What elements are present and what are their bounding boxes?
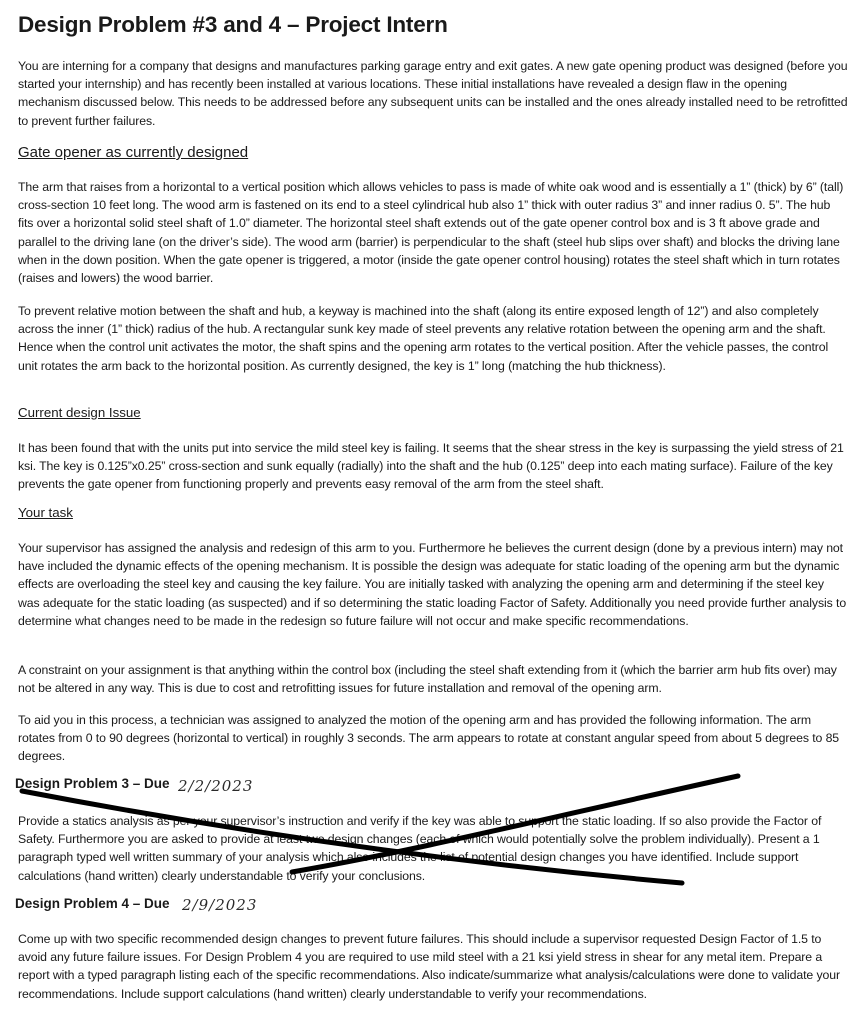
- design-issue-heading: Current design Issue: [18, 405, 141, 420]
- page-title: Design Problem #3 and 4 – Project Intern: [18, 12, 448, 37]
- design-problem-4-heading: Design Problem 4 – Due: [15, 896, 170, 911]
- your-task-paragraph-3: To aid you in this process, a technician was assigned to analyzed the motion of the opening arm and has provided the following information. The arm rotates from 0 to 90 degrees (horizontal to vertical) in roughly 3 seconds. The arm appears to rotate at constant angular speed from about 5 degrees to 85 degrees.: [18, 713, 840, 764]
- intro-paragraph: You are interning for a company that designs and manufactures parking garage entry and exit gates. A new gate opening product was designed (before you started your internship) and has recently been installed at various locations. These initial installations have revealed a design flaw in the opening mechanism discussed below. This needs to be addressed before any subsequent units can be installed and the ones already installed need to be retrofitted to prevent further failures.: [18, 59, 848, 128]
- dp3-handwritten-due-date: 2/2/2023: [178, 777, 254, 795]
- gate-opener-heading: Gate opener as currently designed: [18, 144, 249, 161]
- your-task-heading: Your task: [18, 505, 73, 520]
- your-task-paragraph-2: A constraint on your assignment is that anything within the control box (including the steel shaft extending from it (which the barrier arm hub fits over) may not be altered in any way. This is due to cost and retrofitting issues for future installation and removal of the opening arm.: [18, 663, 837, 696]
- design-problem-3-heading: Design Problem 3 – Due: [15, 776, 170, 791]
- design-problem-3-paragraph: Provide a statics analysis as per your supervisor’s instruction and verify if the key was able to support the static loading. If so also provide the Factor of Safety. Furthermore you are asked to provide at least two design changes (each of which would potentially solve the problem individually). Present a 1 paragraph typed well written summary of your analysis which also includes the list of potential design changes you have identified. Include support calculations (hand written) clearly understandable to verify your conclusions.: [18, 814, 822, 883]
- gate-opener-paragraph-2: To prevent relative motion between the shaft and hub, a keyway is machined into the shaft (along its entire exposed length of 12”) and also completely across the inner (1” thick) radius of the hub. A rectangular sunk key made of steel prevents any relative rotation between the opening arm and the shaft. Hence when the control unit activates the motor, the shaft spins and the opening arm rotates to the vertical position. After the vehicle passes, the control unit rotates the arm back to the horizontal position. As currently designed, the key is 1” long (matching the hub thickness).: [18, 304, 829, 373]
- gate-opener-paragraph-1: The arm that raises from a horizontal to a vertical position which allows vehicles to pass is made of white oak wood and is essentially a 1” (thick) by 6” (tall) cross-section 10 feet long. The wood arm is fastened on its end to a steel cylindrical hub also 1” thick with outer radius 3” and inner radius 0. 5”. The hub fits over a horizontal solid steel shaft of 1.0” diameter. The horizontal steel shaft extends out of the gate opener control box and is 3 ft above grade and parallel to the driving lane (on the driver’s side). The wood arm (barrier) is perpendicular to the shaft (steel hub slips over shaft) and blocks the driving lane when in the down position. When the gate opener is triggered, a motor (inside the gate opener control housing) rotates the steel shaft which in turn rotates (raises and lowers) the wood barrier.: [18, 180, 844, 286]
- design-issue-paragraph: It has been found that with the units put into service the mild steel key is failing. It seems that the shear stress in the key is surpassing the yield stress of 21 ksi. The key is 0.125”x0.25” cross-section and sunk equally (radially) into the shaft and the hub (0.125” deep into each mating surface). Failure of the key prevents the gate opener from functioning properly and prevents easy removal of the arm from the steel shaft.: [18, 441, 844, 492]
- design-problem-4-paragraph: Come up with two specific recommended design changes to prevent future failures. This should include a supervisor requested Design Factor of 1.5 to avoid any future failure issues. For Design Problem 4 you are required to use mild steel with a 21 ksi yield stress in shear for any metal item. Prepare a report with a typed paragraph listing each of the specific recommendations. Also indicate/summarize what analysis/calculations were done to validate your recommendations. Include support calculations (hand written) clearly understandable to verify your recommendations.: [18, 932, 841, 1001]
- your-task-paragraph-1: Your supervisor has assigned the analysis and redesign of this arm to you. Furthermore he believes the current design (done by a previous intern) may not have included the dynamic effects of the opening mechanism. It is possible the design was adequate for static loading of the opening arm but the dynamic effects are overloading the steel key and causing the key failure. You are initially tasked with analyzing the opening arm and determining if the steel key was adequate for the static loading (as suspected) and if so determining the static loading Factor of Safety. Additionally you need provide further analysis to determine what changes need to be made in the redesign so future failure will not occur and make specific recommendations.: [18, 541, 847, 628]
- dp4-handwritten-due-date: 2/9/2023: [182, 896, 258, 914]
